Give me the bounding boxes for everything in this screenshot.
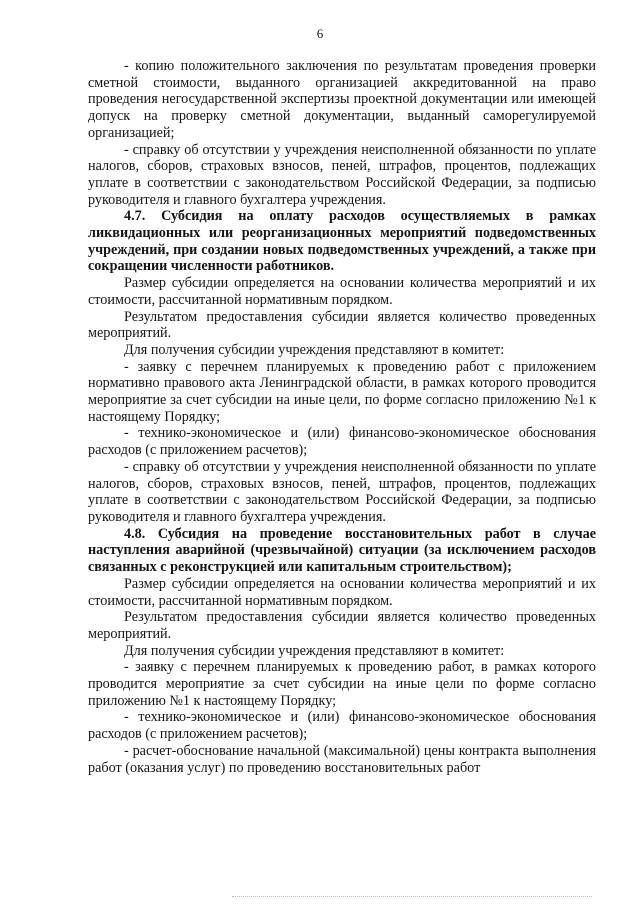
paragraph: - технико-экономическое и (или) финансово-экономическое обоснования расходов (с приложением расчетов); xyxy=(88,709,596,743)
paragraph: - копию положительного заключения по результатам проведения проверки сметной стоимости, выданного организацией аккредитованной на право проведения негосударственной экспертизы проектной документации или имеющей допуск на проверку сметной документации, выданный саморегулируемой организацией; xyxy=(88,58,596,141)
document-body xyxy=(88,58,596,776)
page-number: 6 xyxy=(316,26,324,41)
paragraph: Размер субсидии определяется на основании количества мероприятий и их стоимости, рассчитанной нормативным порядком. xyxy=(88,275,596,308)
paragraph: - справку об отсутствии у учреждения неисполненной обязанности по уплате налогов, сборов, страховых взносов, пеней, штрафов, процентов, подлежащих уплате в соответствии с законодательством Российской Федерации, за подписью руководителя и главного бухгалтера учреждения. xyxy=(88,141,596,208)
section-heading: 4.7. Субсидия на оплату расходов осуществляемых в рамках ликвидационных или реорганизационных мероприятий подведомственных учреждений, при создании новых подведомственных учреждений, а также при сокращении численности работников. xyxy=(88,208,596,275)
paragraph: - справку об отсутствии у учреждения неисполненной обязанности по уплате налогов, сборов, страховых взносов, пеней, штрафов, процентов, подлежащих уплате в соответствии с законодательством Российской Федерации, за подписью руководителя и главного бухгалтера учреждения. xyxy=(88,458,596,525)
paragraph: Результатом предоставления субсидии является количество проведенных мероприятий. xyxy=(88,308,596,342)
paragraph: - расчет-обоснование начальной (максимальной) цены контракта выполнения работ (оказания услуг) по проведению восстановительных работ xyxy=(88,742,596,776)
paragraph: - заявку с перечнем планируемых к проведению работ с приложением нормативно правового акта Ленинградской области, в рамках которого проводится мероприятие за счет субсидии на иные цели, по форме согласно приложению №1 к настоящему Порядку; xyxy=(88,358,596,425)
paragraph: - технико-экономическое и (или) финансово-экономическое обоснования расходов (с приложением расчетов); xyxy=(88,425,596,459)
paragraph: Размер субсидии определяется на основании количества мероприятий и их стоимости, рассчитанной нормативным порядком. xyxy=(88,575,596,609)
paragraph: - заявку с перечнем планируемых к проведению работ, в рамках которого проводится мероприятие за счет субсидии на иные цели по форме согласно приложению №1 к настоящему Порядку; xyxy=(88,659,596,709)
paragraph: Для получения субсидии учреждения представляют в комитет: xyxy=(124,341,505,358)
section-heading: 4.8. Субсидия на проведение восстановительных работ в случае наступления аварийной (чрезвычайной) ситуации (за исключением расходов связанных с реконструкцией или капитальным строительством); xyxy=(88,525,596,576)
paragraph: Результатом предоставления субсидии является количество проведенных мероприятий. xyxy=(88,609,596,642)
footer-rule xyxy=(232,896,592,897)
paragraph: Для получения субсидии учреждения представляют в комитет: xyxy=(124,642,505,659)
